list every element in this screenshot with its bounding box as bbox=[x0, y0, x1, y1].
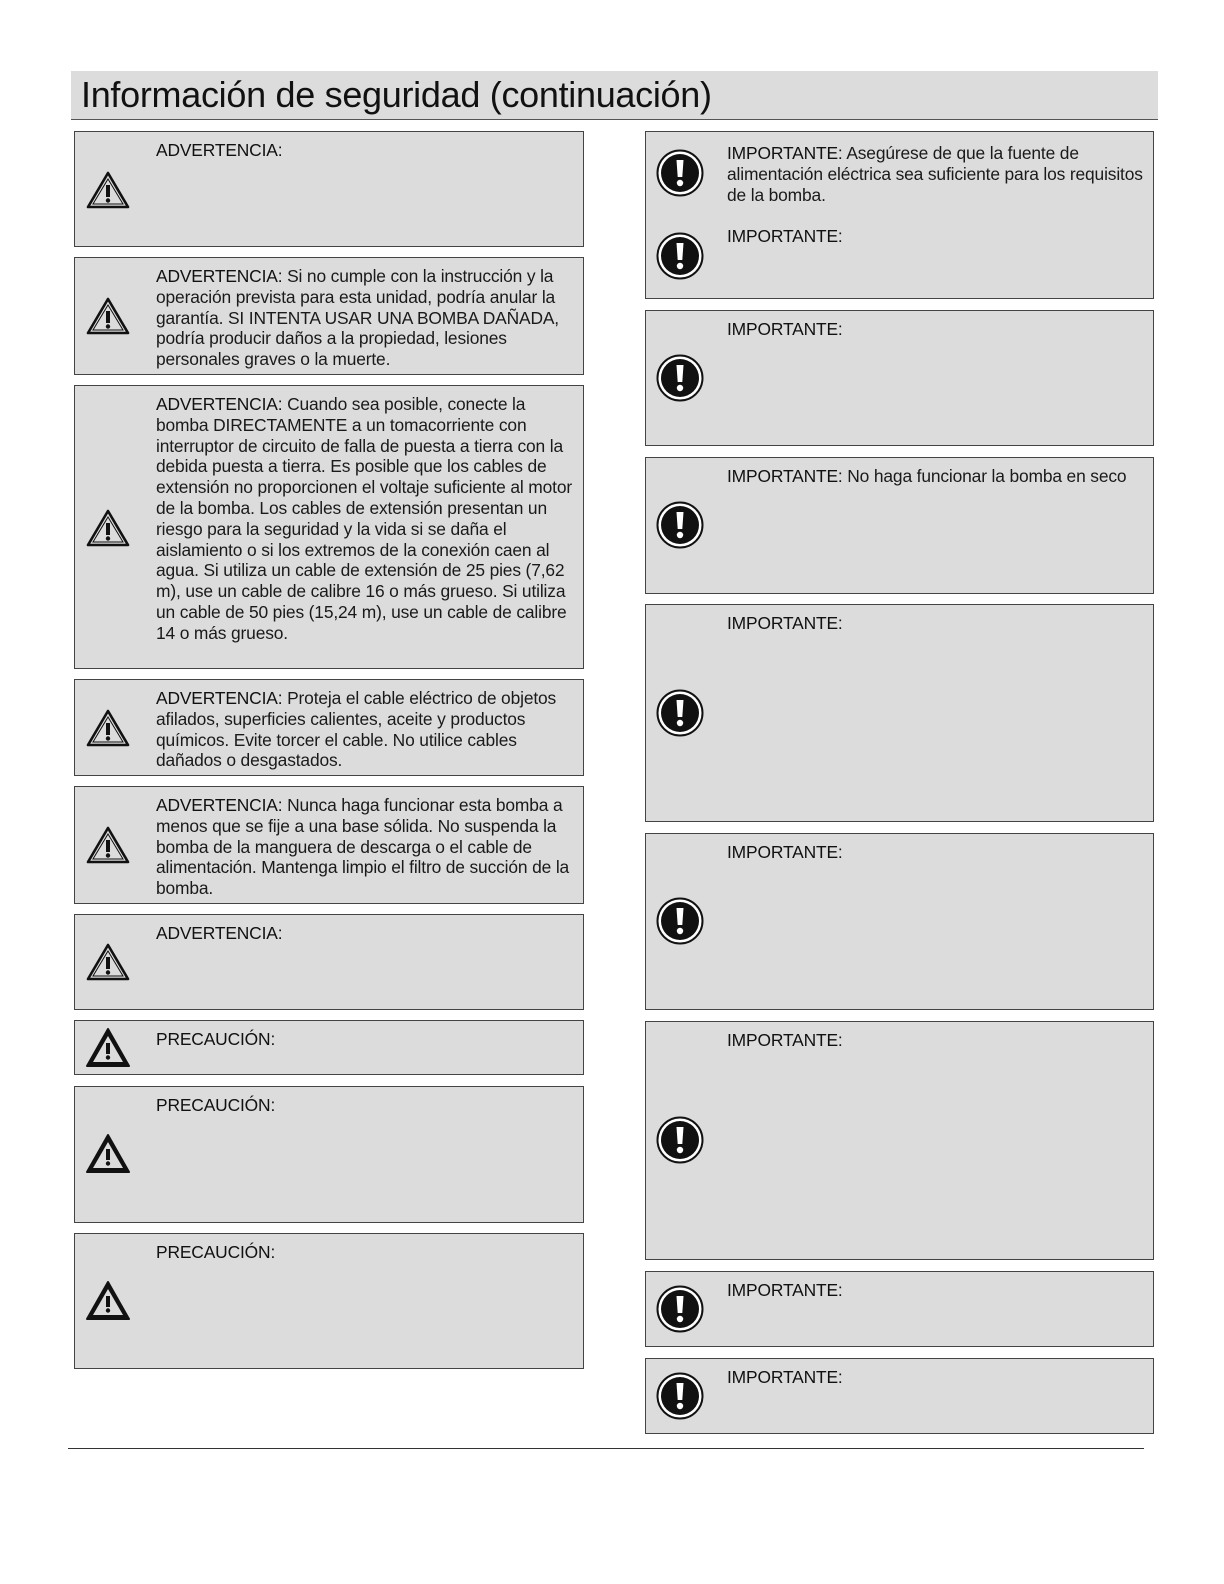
caution-box bbox=[74, 1020, 584, 1075]
important-box bbox=[645, 1021, 1154, 1260]
exclamation-circle-icon bbox=[656, 232, 704, 280]
exclamation-circle-icon bbox=[656, 501, 704, 549]
caution-box bbox=[74, 1086, 584, 1223]
important-label: IMPORTANTE: bbox=[727, 842, 843, 862]
warning-box bbox=[74, 257, 584, 375]
important-box bbox=[645, 457, 1154, 594]
caution-label: PRECAUCIÓN: bbox=[156, 1242, 276, 1262]
important-label: IMPORTANTE: bbox=[727, 466, 843, 486]
caution-box bbox=[74, 1233, 584, 1369]
important-box bbox=[645, 131, 1154, 299]
warning-label: ADVERTENCIA: bbox=[156, 266, 283, 286]
important-label: IMPORTANTE: bbox=[727, 1367, 843, 1387]
warning-outline-icon bbox=[85, 708, 131, 748]
caution-label: PRECAUCIÓN: bbox=[156, 1029, 276, 1049]
warning-text: Proteja el cable eléctrico de objetos afilados, superficies calientes, aceite y productos químicos. Evite torcer el cable. No utilice cables dañados o desgastados. bbox=[156, 688, 557, 771]
important-text: No haga funcionar la bomba en seco bbox=[842, 466, 1127, 486]
important-box bbox=[645, 310, 1154, 446]
warning-label: ADVERTENCIA: bbox=[156, 795, 283, 815]
caution-label: PRECAUCIÓN: bbox=[156, 1095, 276, 1115]
exclamation-circle-icon bbox=[656, 149, 704, 197]
page-title: Información de seguridad (continuación) bbox=[81, 74, 712, 115]
exclamation-circle-icon bbox=[656, 1372, 704, 1420]
warning-label: ADVERTENCIA: bbox=[156, 923, 283, 943]
exclamation-circle-icon bbox=[656, 354, 704, 402]
important-label: IMPORTANTE: bbox=[727, 613, 843, 633]
page-title-bar bbox=[71, 71, 1158, 120]
warning-outline-icon bbox=[85, 825, 131, 865]
important-text: Asegúrese de que la fuente de alimentación eléctrica sea suficiente para los requisitos de la bomba. bbox=[727, 143, 1143, 205]
exclamation-circle-icon bbox=[656, 1285, 704, 1333]
warning-outline-icon bbox=[85, 296, 131, 336]
warning-outline-icon bbox=[85, 942, 131, 982]
important-label: IMPORTANTE: bbox=[727, 319, 843, 339]
warning-box bbox=[74, 914, 584, 1010]
warning-text: Nunca haga funcionar esta bomba a menos que se fije a una base sólida. No suspenda la bomba de la manguera de descarga o el cable de alimentación. Mantenga limpio el filtro de succión de la bomba. bbox=[156, 795, 570, 899]
important-label: IMPORTANTE: bbox=[727, 1280, 843, 1300]
warning-label: ADVERTENCIA: bbox=[156, 394, 283, 414]
important-box bbox=[645, 1271, 1154, 1347]
warning-label: ADVERTENCIA: bbox=[156, 140, 283, 160]
footer-divider bbox=[68, 1448, 1144, 1449]
warning-box bbox=[74, 679, 584, 776]
warning-outline-icon bbox=[85, 508, 131, 548]
important-box bbox=[645, 604, 1154, 822]
exclamation-circle-icon bbox=[656, 1116, 704, 1164]
caution-filled-icon bbox=[85, 1133, 131, 1175]
important-box bbox=[645, 833, 1154, 1010]
warning-box bbox=[74, 385, 584, 669]
important-label: IMPORTANTE: bbox=[727, 226, 843, 246]
caution-filled-icon bbox=[85, 1027, 131, 1069]
warning-label: ADVERTENCIA: bbox=[156, 688, 283, 708]
warning-outline-icon bbox=[85, 170, 131, 210]
warning-text: Cuando sea posible, conecte la bomba DIRECTAMENTE a un tomacorriente con interruptor de circuito de falla de puesta a tierra con la debida puesta a tierra. Es posible que los cables de extensión no proporcionen el voltaje suficiente al motor de la bomba. Los cables de extensión presentan un riesgo para la seguridad y la vida si se daña el aislamiento o si los extremos de la conexión caen al agua. Si utiliza un cable de extensión de 25 pies (7,62 m), use un cable de calibre 16 o más grueso. Si utiliza un cable de 50 pies (15,24 m), use un cable de calibre 14 o más grueso. bbox=[156, 394, 572, 643]
warning-box bbox=[74, 131, 584, 247]
important-label: IMPORTANTE: bbox=[727, 143, 843, 163]
exclamation-circle-icon bbox=[656, 689, 704, 737]
exclamation-circle-icon bbox=[656, 897, 704, 945]
caution-filled-icon bbox=[85, 1280, 131, 1322]
warning-box bbox=[74, 786, 584, 904]
important-box bbox=[645, 1358, 1154, 1434]
important-label: IMPORTANTE: bbox=[727, 1030, 843, 1050]
warning-text: Si no cumple con la instrucción y la operación prevista para esta unidad, podría anular la garantía. SI INTENTA USAR UNA BOMBA DAÑADA, podría producir daños a la propiedad, lesiones personales graves o la muerte. bbox=[156, 266, 559, 370]
